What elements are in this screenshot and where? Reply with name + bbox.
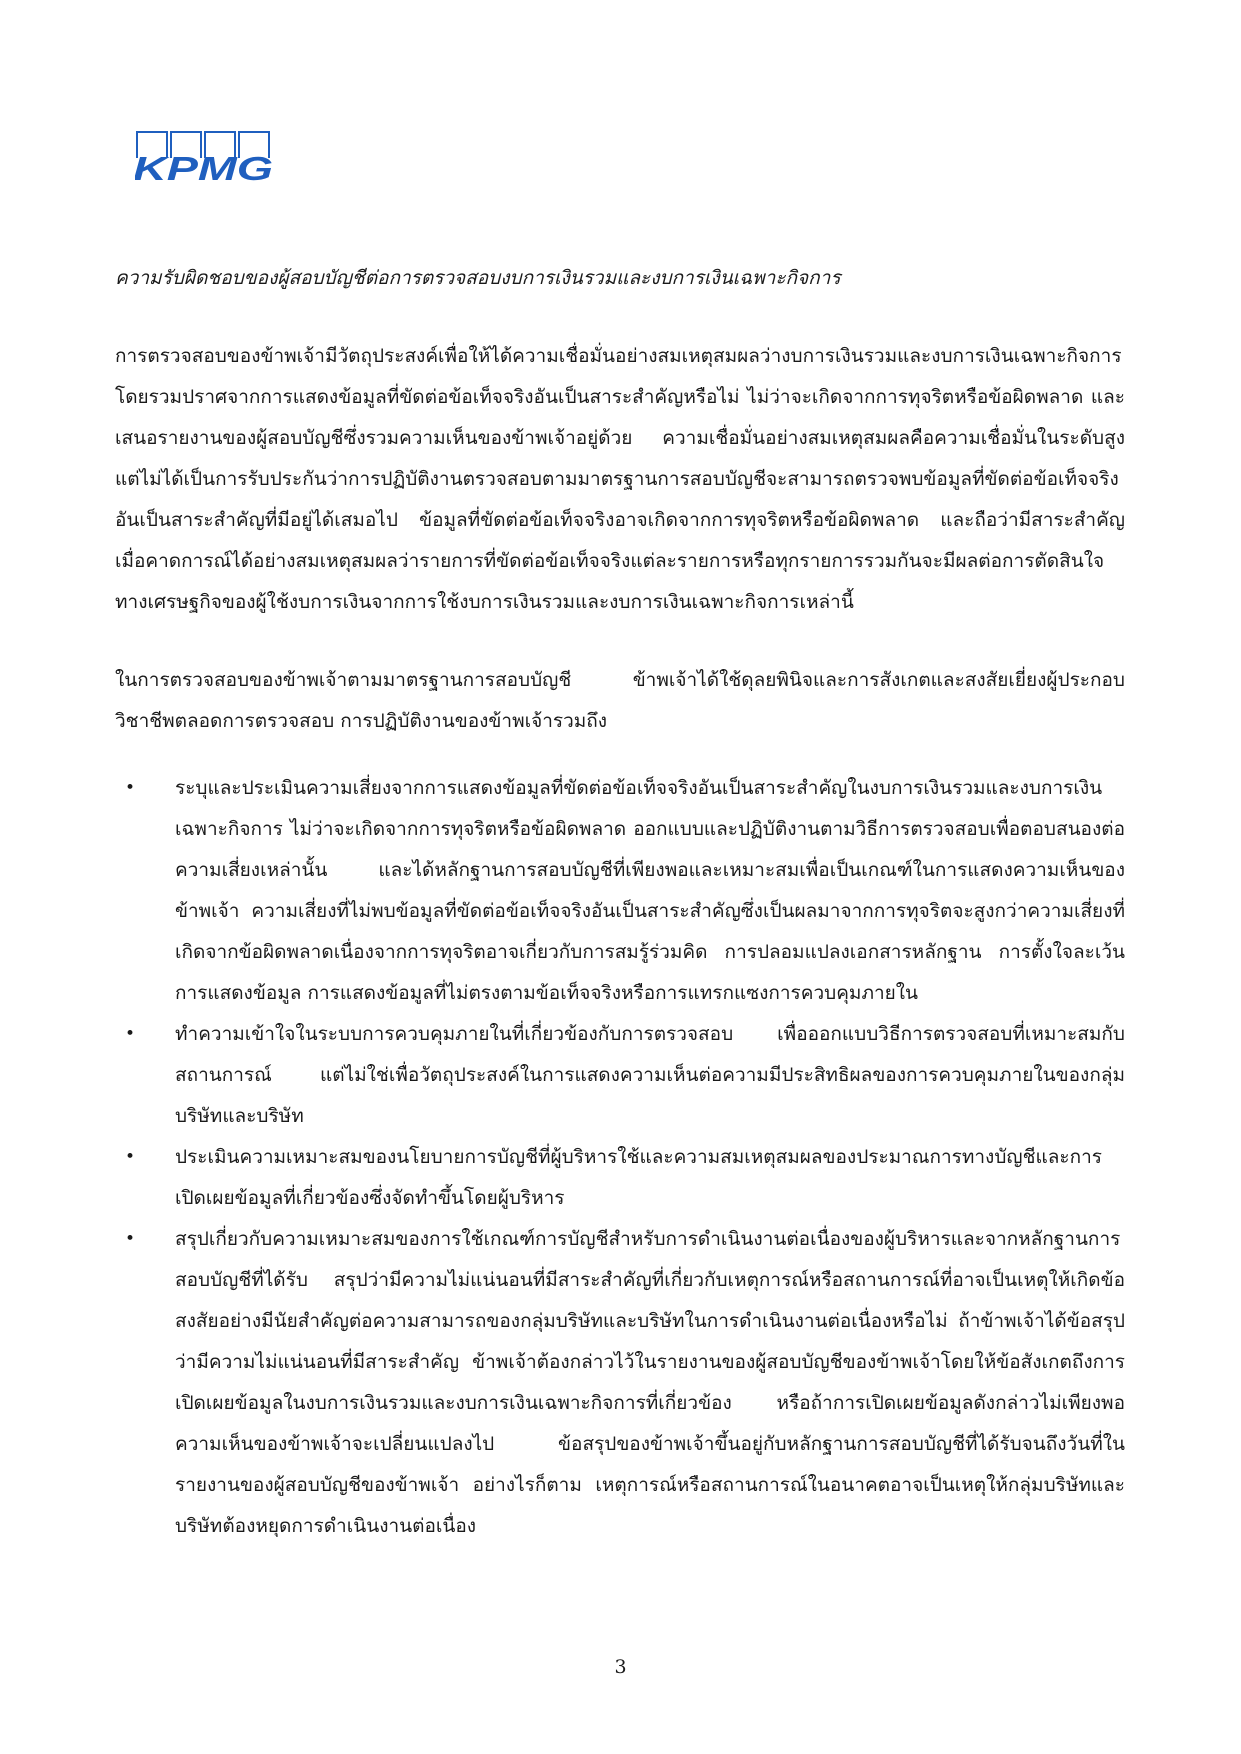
list-item-text: สรุปเกี่ยวกับความเหมาะสมของการใช้เกณฑ์การบัญชีสำหรับการดำเนินงานต่อเนื่องของผู้บริหารและจากหลักฐานการสอบบัญชีที่ได้รับ สรุปว่ามีความไม่แน่นอนที่มีสาระสำคัญที่เกี่ยวกับเหตุการณ์หรือสถานการณ์ที่อาจเป็นเหตุให้เกิดข้อสงสัยอย่างมีนัยสำคัญต่อความสามารถของกลุ่มบริษัทและบริษัทในการดำเนินงานต่อเนื่องหรือไม่ ถ้าข้าพเจ้าได้ข้อสรุปว่ามีความไม่แน่นอนที่มีสาระสำคัญ ข้าพเจ้าต้องกล่าวไว้ในรายงานของผู้สอบบัญชีของข้าพเจ้าโดยให้ข้อสังเกตถึงการเปิดเผยข้อมูลในงบการเงินรวมและงบการเงินเฉพาะกิจการที่เกี่ยวข้อง หรือถ้าการเปิดเผยข้อมูลดังกล่าวไม่เพียงพอ ความเห็นของข้าพเจ้าจะเปลี่ยนแปลงไป ข้อสรุปของข้าพเจ้าขึ้นอยู่กับหลักฐานการสอบบัญชีที่ได้รับจนถึงวันที่ในรายงานของผู้สอบบัญชีของข้าพเจ้า อย่างไรก็ตาม เหตุการณ์หรือสถานการณ์ในอนาคตอาจเป็นเหตุให้กลุ่มบริษัทและบริษัทต้องหยุดการดำเนินงานต่อเนื่อง <box>175 1228 1125 1537</box>
list-item <box>115 768 1125 1014</box>
list-item-text: ระบุและประเมินความเสี่ยงจากการแสดงข้อมูลที่ขัดต่อข้อเท็จจริงอันเป็นสาระสำคัญในงบการเงินรวมและงบการเงินเฉพาะกิจการ ไม่ว่าจะเกิดจากการทุจริตหรือข้อผิดพลาด ออกแบบและปฏิบัติงานตามวิธีการตรวจสอบเพื่อตอบสนองต่อความเสี่ยงเหล่านั้น และได้หลักฐานการสอบบัญชีที่เพียงพอและเหมาะสมเพื่อเป็นเกณฑ์ในการแสดงความเห็นของข้าพเจ้า ความเสี่ยงที่ไม่พบข้อมูลที่ขัดต่อข้อเท็จจริงอันเป็นสาระสำคัญซึ่งเป็นผลมาจากการทุจริตจะสูงกว่าความเสี่ยงที่เกิดจากข้อผิดพลาดเนื่องจากการทุจริตอาจเกี่ยวกับการสมรู้ร่วมคิด การปลอมแปลงเอกสารหลักฐาน การตั้งใจละเว้นการแสดงข้อมูล การแสดงข้อมูลที่ไม่ตรงตามข้อเท็จจริงหรือการแทรกแซงการควบคุมภายใน <box>175 777 1125 1004</box>
list-item-text: ประเมินความเหมาะสมของนโยบายการบัญชีที่ผู้บริหารใช้และความสมเหตุสมผลของประมาณการทางบัญชีและการเปิดเผยข้อมูลที่เกี่ยวข้องซึ่งจัดทำขึ้นโดยผู้บริหาร <box>175 1146 1102 1209</box>
list-item <box>115 1014 1125 1137</box>
list-item-text: ทำความเข้าใจในระบบการควบคุมภายในที่เกี่ยวข้องกับการตรวจสอบ เพื่อออกแบบวิธีการตรวจสอบที่เหมาะสมกับสถานการณ์ แต่ไม่ใช่เพื่อวัตถุประสงค์ในการแสดงความเห็นต่อความมีประสิทธิผลของการควบคุมภายในของกลุ่มบริษัทและบริษัท <box>175 1023 1125 1127</box>
bullet-icon: • <box>125 778 136 798</box>
paragraph-audit-procedures-intro: ในการตรวจสอบของข้าพเจ้าตามมาตรฐานการสอบบัญชี ข้าพเจ้าได้ใช้ดุลยพินิจและการสังเกตและสงสัยเยี่ยงผู้ประกอบวิชาชีพตลอดการตรวจสอบ การปฏิบัติงานของข้าพเจ้ารวมถึง <box>115 669 1125 732</box>
page-number: 3 <box>614 1656 627 1678</box>
bullet-icon: • <box>125 1147 136 1167</box>
section-heading: ความรับผิดชอบของผู้สอบบัญชีต่อการตรวจสอบงบการเงินรวมและงบการเงินเฉพาะกิจการ <box>115 267 841 289</box>
paragraph-objectives: การตรวจสอบของข้าพเจ้ามีวัตถุประสงค์เพื่อให้ได้ความเชื่อมั่นอย่างสมเหตุสมผลว่างบการเงินรวมและงบการเงินเฉพาะกิจการ โดยรวมปราศจากการแสดงข้อมูลที่ขัดต่อข้อเท็จจริงอันเป็นสาระสำคัญหรือไม่ ไม่ว่าจะเกิดจากการทุจริตหรือข้อผิดพลาด และเสนอรายงานของผู้สอบบัญชีซึ่งรวมความเห็นของข้าพเจ้าอยู่ด้วย ความเชื่อมั่นอย่างสมเหตุสมผลคือความเชื่อมั่นในระดับสูงแต่ไม่ได้เป็นการรับประกันว่าการปฏิบัติงานตรวจสอบตามมาตรฐานการสอบบัญชีจะสามารถตรวจพบข้อมูลที่ขัดต่อข้อเท็จจริงอันเป็นสาระสำคัญที่มีอยู่ได้เสมอไป ข้อมูลที่ขัดต่อข้อเท็จจริงอาจเกิดจากการทุจริตหรือข้อผิดพลาด และถือว่ามีสาระสำคัญเมื่อคาดการณ์ได้อย่างสมเหตุสมผลว่ารายการที่ขัดต่อข้อเท็จจริงแต่ละรายการหรือทุกรายการรวมกันจะมีผลต่อการตัดสินใจทางเศรษฐกิจของผู้ใช้งบการเงินจากการใช้งบการเงินรวมและงบการเงินเฉพาะกิจการเหล่านี้ <box>115 345 1125 613</box>
kpmg-logo <box>135 130 285 194</box>
bullet-icon: • <box>125 1229 136 1249</box>
bullet-icon: • <box>125 1024 136 1044</box>
procedures-list <box>115 768 1125 1547</box>
list-item <box>115 1137 1125 1219</box>
list-item <box>115 1219 1125 1547</box>
kpmg-logo-text: KPMG <box>135 150 273 187</box>
